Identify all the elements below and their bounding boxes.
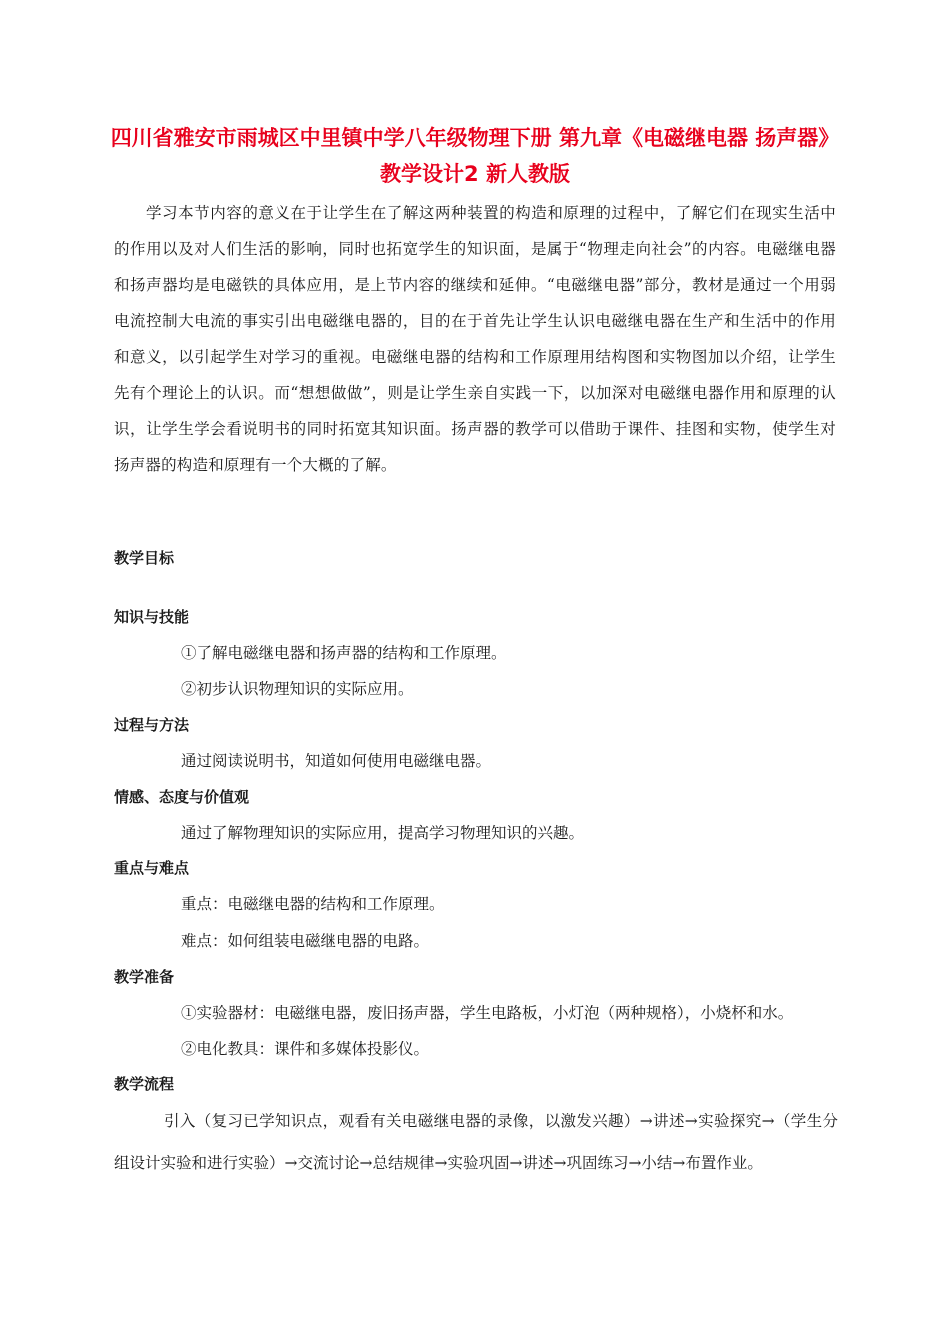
objectives-heading: 教学目标: [114, 549, 175, 567]
knowledge-heading: 知识与技能: [114, 608, 190, 626]
key-points-heading: 重点与难点: [114, 859, 190, 877]
intro-paragraph: 学习本节内容的意义在于让学生在了解这两种装置的构造和原理的过程中，了解它们在现实生活中的作用以及对人们生活的影响，同时也拓宽学生的知识面，是属于“物理走向社会”的内容。电磁继电器和扬声器均是电磁铁的具体应用，是上节内容的继续和延伸。“电磁继电器”部分，教材是通过一个用弱电流控制大电流的事实引出电磁继电器的，目的在于首先让学生认识电磁继电器在生产和生活中的作用和意义，以引起学生对学习的重视。电磁继电器的结构和工作原理用结构图和实物图加以介绍，让学生先有个理论上的认识。而“想想做做”，则是让学生亲自实践一下，以加深对电磁继电器作用和原理的认识，让学生学会看说明书的同时拓宽其知识面。扬声器的教学可以借助于课件、挂图和实物，使学生对扬声器的构造和原理有一个大概的了解。: [114, 204, 836, 474]
process-item-1: 通过阅读说明书，知道如何使用电磁继电器。: [181, 752, 492, 770]
preparation-item-1: ①实验器材：电磁继电器，废旧扬声器，学生电路板，小灯泡（两种规格），小烧杯和水。: [181, 1004, 794, 1022]
key-point-item-2: 难点：如何组装电磁继电器的电路。: [181, 932, 430, 950]
knowledge-item-1: ①了解电磁继电器和扬声器的结构和工作原理。: [181, 644, 507, 662]
flow-paragraph: 引入（复习已学知识点，观看有关电磁继电器的录像，以激发兴趣）→讲述→实验探究→（学生分组设计实验和进行实验）→交流讨论→总结规律→实验巩固→讲述→巩固练习→小结→布置作业。: [114, 1112, 838, 1172]
key-point-item-1: 重点：电磁继电器的结构和工作原理。: [181, 895, 445, 913]
process-heading: 过程与方法: [114, 716, 190, 734]
preparation-heading: 教学准备: [114, 968, 175, 986]
knowledge-item-2: ②初步认识物理知识的实际应用。: [181, 680, 414, 698]
document-title: 四川省雅安市雨城区中里镇中学八年级物理下册 第九章《电磁继电器 扬声器》教学设计2 新人教版: [110, 126, 840, 186]
emotion-item-1: 通过了解物理知识的实际应用，提高学习物理知识的兴趣。: [181, 824, 585, 842]
preparation-item-2: ②电化教具：课件和多媒体投影仪。: [181, 1040, 430, 1058]
flow-heading: 教学流程: [114, 1075, 175, 1093]
emotion-heading: 情感、态度与价值观: [114, 788, 250, 806]
